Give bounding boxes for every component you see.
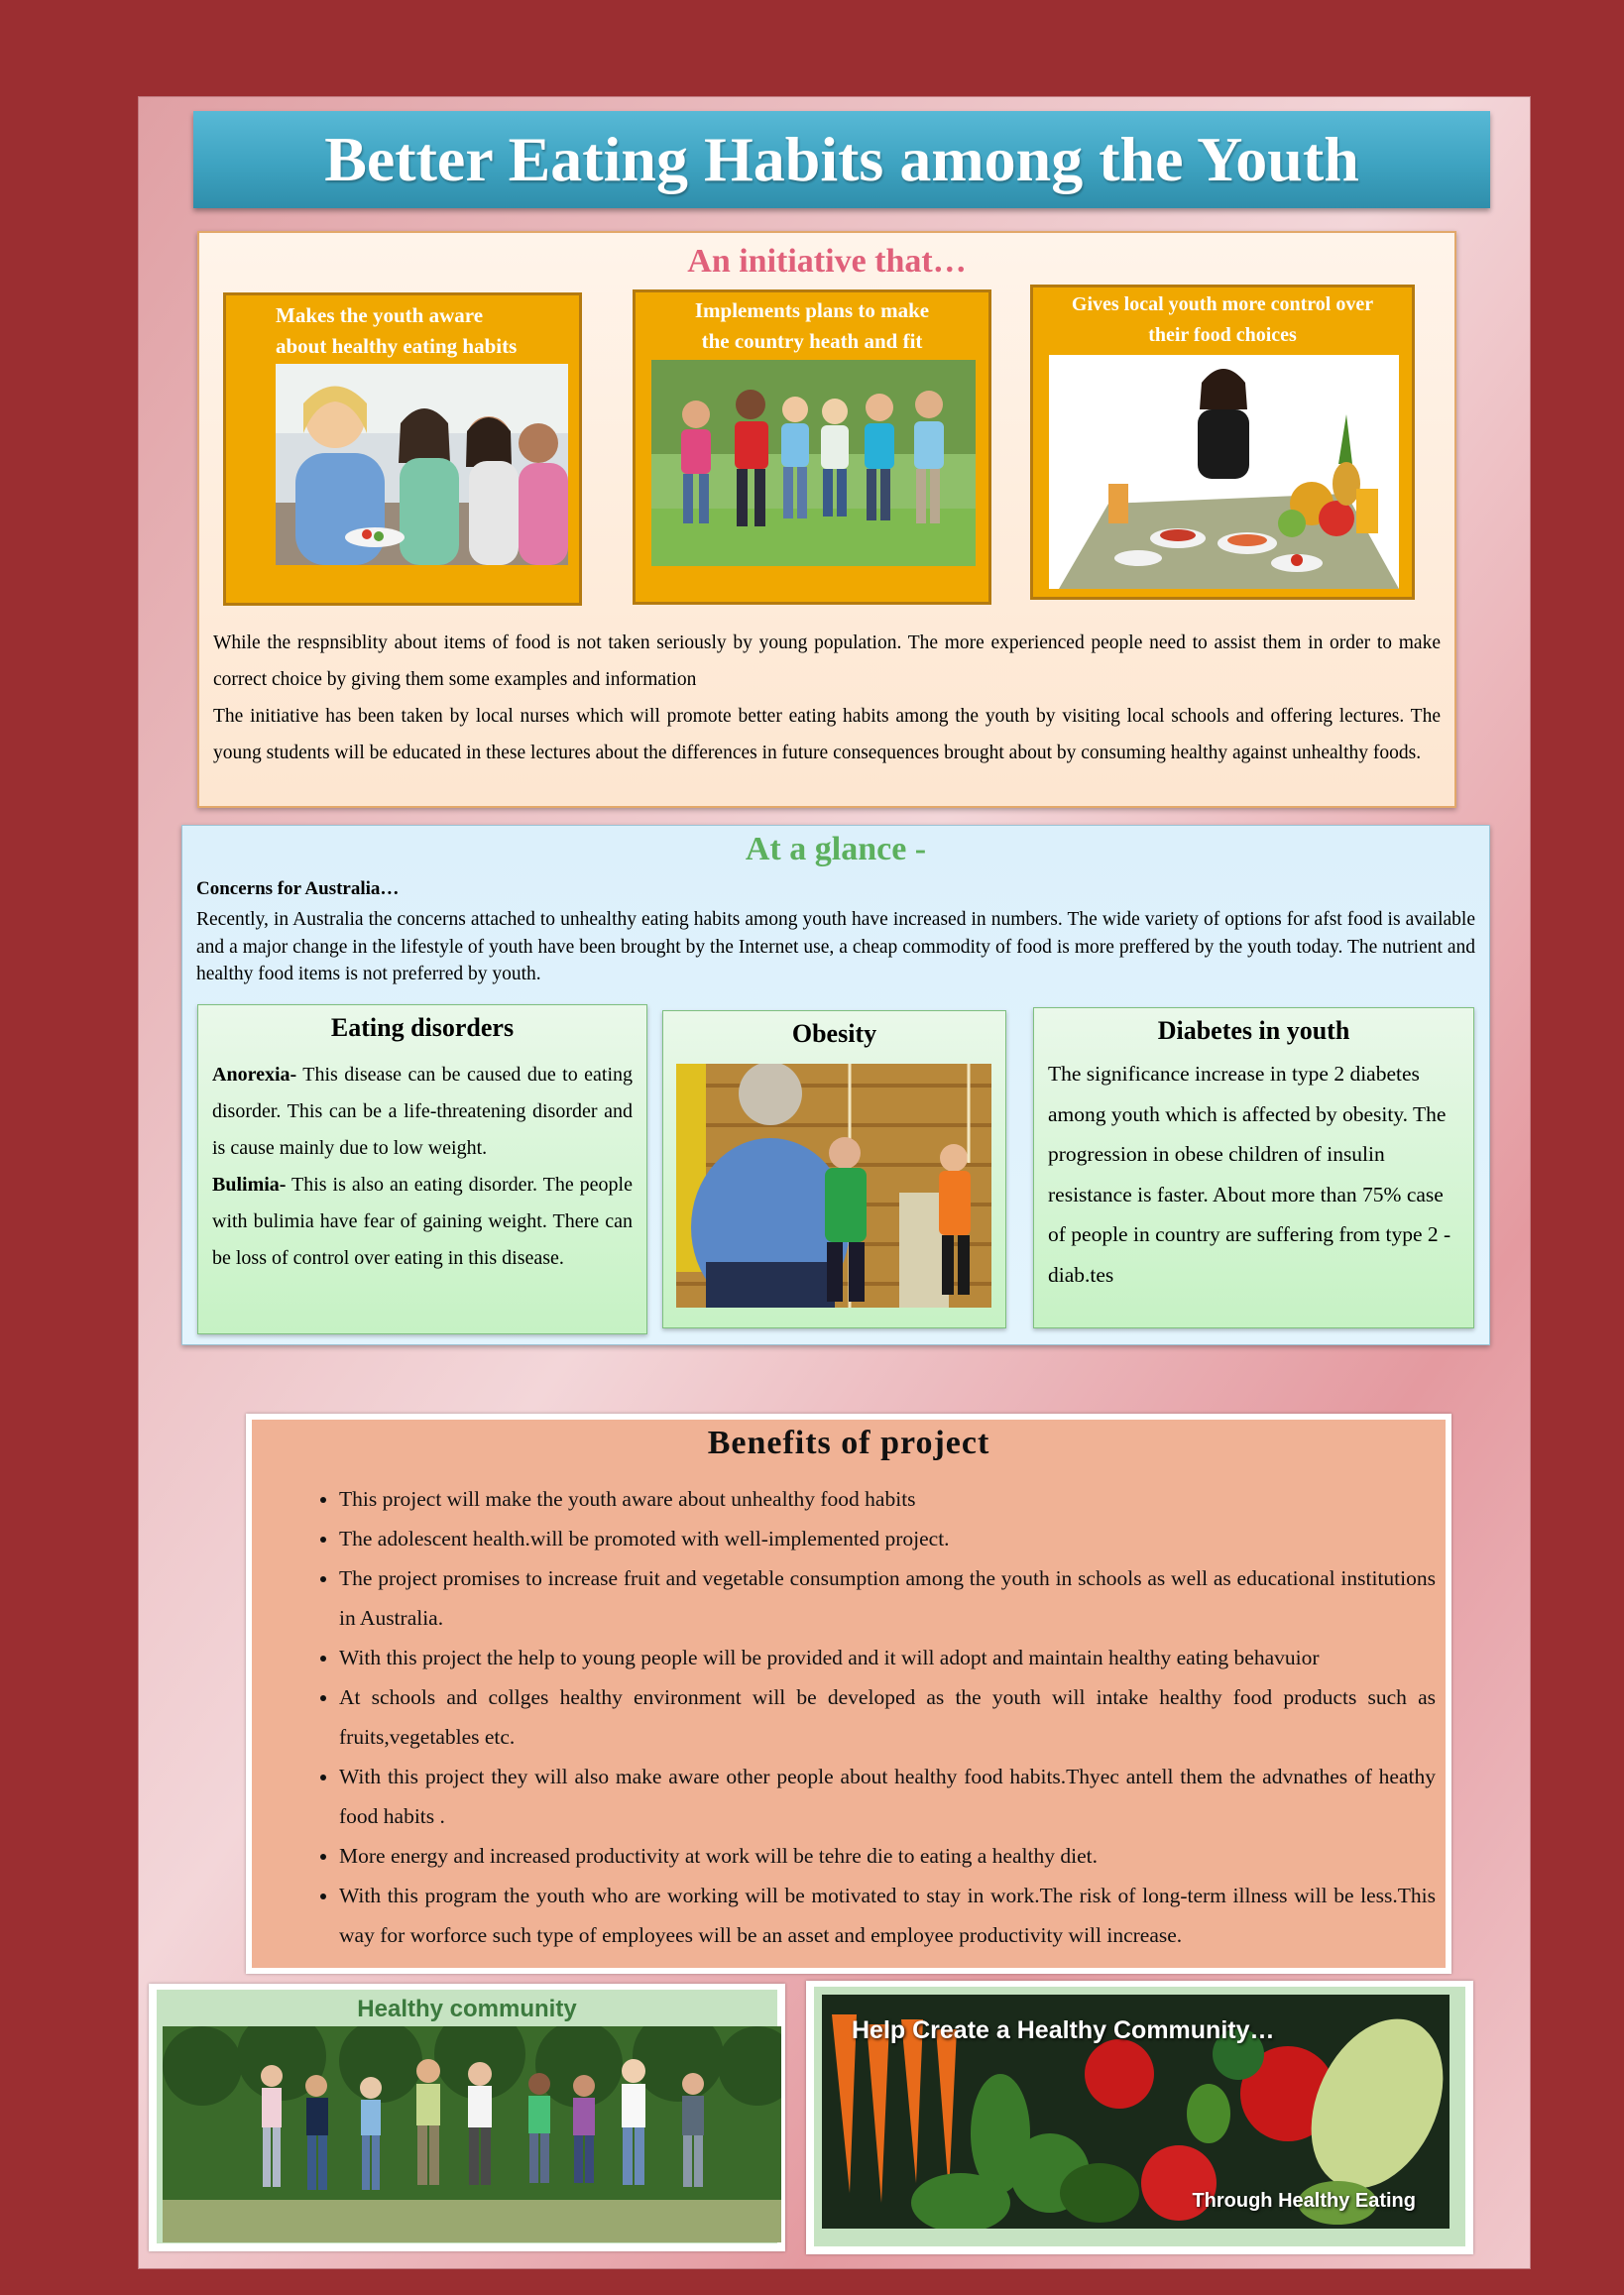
- initiative-box-caption: Implements plans to make the country heath and fit: [694, 298, 930, 353]
- initiative-box-caption: Makes the youth aware about healthy eating habits: [276, 303, 518, 358]
- healthy-community-label: Healthy community: [357, 1996, 577, 2022]
- initiative-heading: An initiative that…: [687, 243, 967, 280]
- eating-disorders-title: Eating disorders: [330, 1013, 515, 1042]
- list-item: • This project will make the youth aware about unhealthy food habits: [339, 1479, 1436, 1519]
- list-item: • The adolescent health.will be promoted with well-implemented project.: [339, 1519, 1436, 1558]
- eating-disorders-text: Anorexia- This disease can be caused due to eating disorder. This can be a life-threatening disorder and is cause mainly due to low weight. Bulimia- This is also an eating disorder. The people with bulimia have fear of gaining weight. There can be loss of control over eating in this disease.: [212, 1064, 633, 1269]
- obesity-title: Obesity: [791, 1019, 877, 1048]
- youth-eating-photo: [276, 364, 568, 565]
- initiative-box-caption: Gives local youth more control over their food choices: [1071, 293, 1374, 346]
- list-item: • The project promises to increase fruit and vegetable consumption among the youth in schools as well as educational institutions in Australia.: [339, 1558, 1436, 1638]
- list-item: • With this program the youth who are working will be motivated to stay in work.The risk of long-term illness will be less.This way for worforce such type of employees will be an asset and employee productivity will increase.: [339, 1876, 1436, 1955]
- obesity-box: [662, 1010, 1006, 1328]
- diabetes-title: Diabetes in youth: [1157, 1016, 1350, 1045]
- title-banner: [193, 111, 1490, 208]
- benefits-list: [299, 1479, 1436, 1955]
- initiative-description: While the respnsiblity about items of food is not taken seriously by young population. The more experienced people need to assist them in order to make correct choice by giving them some examples and information The initiative has been taken by local nurses which will promote better eating habits among the youth by visiting local schools and offering lectures. The young students will be educated in these lectures about the differences in future consequences brought about by consuming healthy against unhealthy foods.: [213, 632, 1441, 763]
- poster-title: Better Eating Habits among the Youth: [324, 124, 1359, 194]
- vegetables-banner: [822, 1995, 1450, 2229]
- benefits-heading: Benefits of project: [707, 1425, 990, 1461]
- concerns-text: Recently, in Australia the concerns attached to unhealthy eating habits among youth have increased in numbers. The wide variety of options for afst food is available and a major change in the lifestyle of youth have been brought by the Internet use, a cheap commodity of food is more preffered by the youth today. The nutrient and healthy food items is not preferred by youth.: [196, 909, 1475, 984]
- jumping-group-photo: [163, 2026, 781, 2242]
- diabetes-box: [1033, 1007, 1474, 1328]
- banner-subline: Through Healthy Eating: [1192, 2190, 1416, 2212]
- diabetes-text: The significance increase in type 2 diabetes among youth which is affected by obesity. The progression in obese children of insulin resistance is faster. About more than 75% case of people in country are suffering from type 2 -diab.tes: [1048, 1062, 1451, 1287]
- initiative-section: [197, 231, 1456, 808]
- at-a-glance-section: [181, 825, 1490, 1345]
- healthy-eating-banner-panel: [806, 1981, 1473, 2254]
- eating-disorders-box: [197, 1004, 647, 1334]
- glance-heading: At a glance -: [745, 831, 927, 867]
- initiative-box-awareness: [223, 292, 582, 606]
- obese-child-photo: [676, 1064, 991, 1308]
- healthy-community-panel: [149, 1984, 785, 2251]
- benefits-section: [246, 1414, 1451, 1974]
- banner-headline: Help Create a Healthy Community…: [852, 2016, 1275, 2044]
- list-item: • With this project they will also make aware other people about healthy food habits.Thyec antell them the advnathes of heathy food habits .: [339, 1757, 1436, 1836]
- initiative-box-control: [1030, 285, 1415, 600]
- concerns-heading: Concerns for Australia…: [196, 878, 400, 899]
- kids-running-photo: [651, 360, 976, 566]
- initiative-box-plans: [633, 289, 991, 605]
- list-item: • With this project the help to young people will be provided and it will adopt and maintain healthy eating behavuior: [339, 1638, 1436, 1677]
- list-item: • More energy and increased productivity at work will be tehre die to eating a healthy diet.: [339, 1836, 1436, 1876]
- list-item: • At schools and collges healthy environment will be developed as the youth will intake healthy food products such as fruits,vegetables etc.: [339, 1677, 1436, 1757]
- food-table-photo: [1049, 355, 1399, 589]
